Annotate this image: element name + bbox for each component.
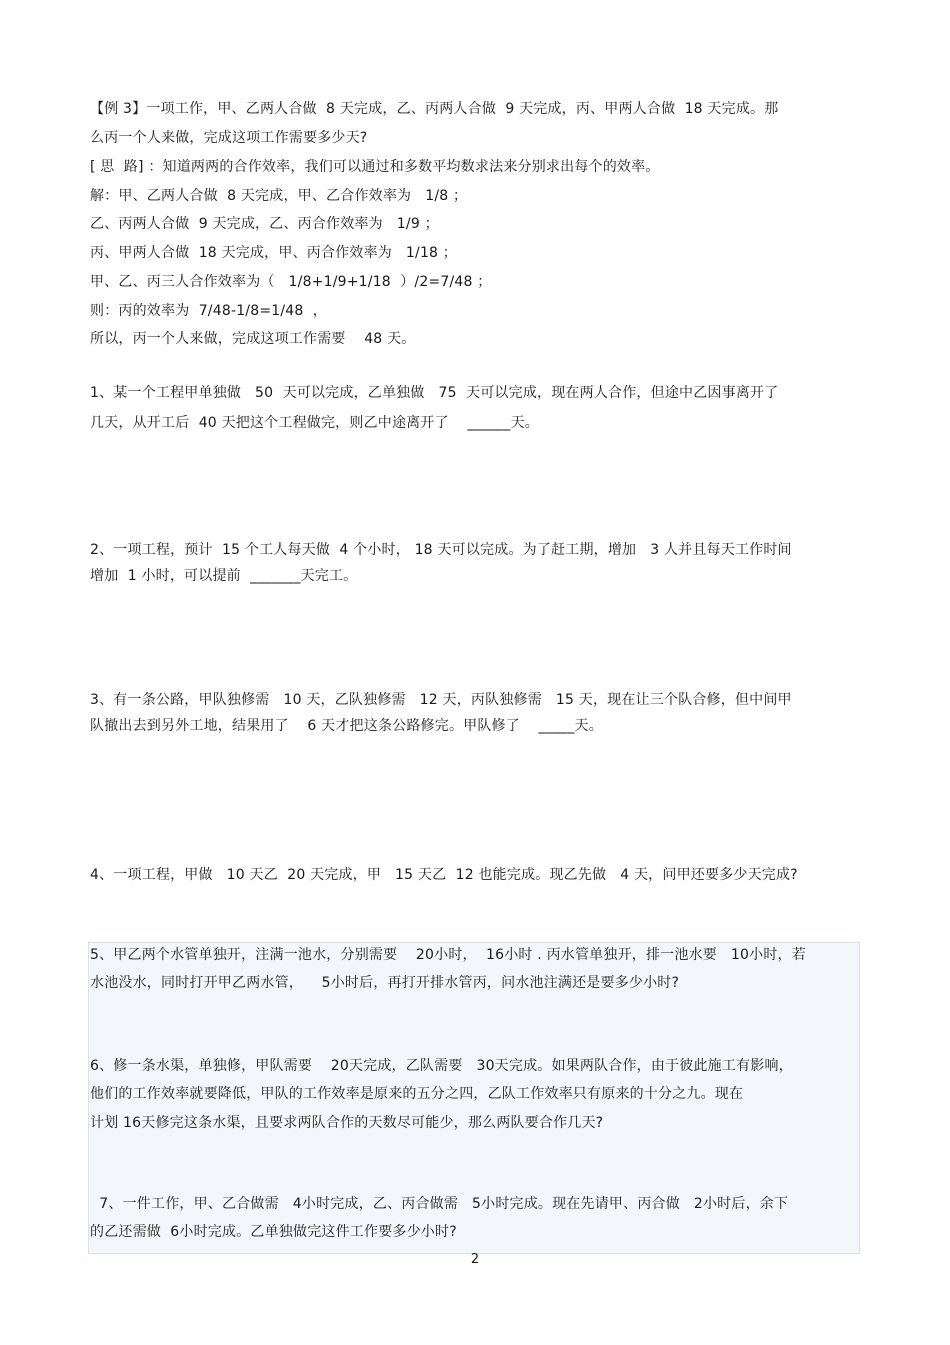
problem-3-line-2: 队撤出去到另外工地，结果用了 6 天才把这条公路修完。甲队修了 _____天。: [90, 718, 603, 734]
solution-line-6: 所以，丙一个人来做，完成这项工作需要 48 天。: [90, 331, 416, 347]
page-number: 2: [470, 1252, 480, 1267]
solution-line-5: 则：丙的效率为 7/48-1/8=1/48 ，: [90, 303, 327, 319]
problem-7-line-1: 7、一件工作，甲、乙合做需 4小时完成，乙、丙合做需 5小时完成。现在先请甲、丙合做 2小时后，余下: [90, 1196, 789, 1212]
example-hint: [ 思 路] ：知道两两的合作效率，我们可以通过和多数平均数求法来分别求出每个的效率。: [90, 159, 660, 175]
problem-2-line-2: 增加 1 小时，可以提前 _______天完工。: [90, 568, 358, 584]
problem-6-line-2: 他们的工作效率就要降低，甲队的工作效率是原来的五分之四，乙队工作效率只有原来的十分之九。现在: [90, 1086, 744, 1102]
problem-5-line-1: 5、甲乙两个水管单独开，注满一池水，分别需要 20小时， 16小时 . 丙水管单独开，排一池水要 10小时，若: [90, 947, 806, 963]
example-line-1: 【例 3】一项工作，甲、乙两人合做 8 天完成，乙、丙两人合做 9 天完成，丙、甲两人合做 18 天完成。那: [90, 101, 779, 117]
problem-3-line-1: 3、有一条公路，甲队独修需 10 天，乙队独修需 12 天，丙队独修需 15 天，现在让三个队合修，但中间甲: [90, 692, 792, 708]
solution-line-3: 丙、甲两人合做 18 天完成，甲、丙合作效率为 1/18 ；: [90, 245, 458, 261]
problem-7-line-2: 的乙还需做 6小时完成。乙单独做完这件工作要多少小时?: [90, 1224, 457, 1240]
example-line-2: 么丙一个人来做，完成这项工作需要多少天?: [90, 130, 368, 146]
solution-line-4: 甲、乙、丙三人合作效率为（ 1/8+1/9+1/18 ）/2=7/48 ；: [90, 274, 492, 290]
problem-6-line-1: 6、修一条水渠，单独修，甲队需要 20天完成，乙队需要 30天完成。如果两队合作，由于彼此施工有影响，: [90, 1058, 793, 1074]
solution-line-1: 解：甲、乙两人合做 8 天完成，甲、乙合作效率为 1/8 ；: [90, 188, 468, 204]
problem-1-line-2: 几天，从开工后 40 天把这个工程做完，则乙中途离开了 ______天。: [90, 415, 539, 431]
problem-6-line-3: 计划 16天修完这条水渠，且要求两队合作的天数尽可能少，那么两队要合作几天?: [90, 1115, 604, 1131]
problem-1-line-1: 1、某一个工程甲单独做 50 天可以完成，乙单独做 75 天可以完成，现在两人合作，但途中乙因事离开了: [90, 385, 779, 401]
problem-2-line-1: 2、一项工程，预计 15 个工人每天做 4 个小时， 18 天可以完成。为了赶工期，增加 3 人并且每天工作时间: [90, 542, 792, 558]
solution-line-2: 乙、丙两人合做 9 天完成，乙、丙合作效率为 1/9 ；: [90, 216, 439, 232]
problem-4-line-1: 4、一项工程，甲做 10 天乙 20 天完成，甲 15 天乙 12 也能完成。现乙先做 4 天，问甲还要多少天完成?: [90, 867, 798, 883]
problem-5-line-2: 水池没水，同时打开甲乙两水管， 5小时后，再打开排水管丙，问水池注满还是要多少小时?: [90, 975, 680, 991]
